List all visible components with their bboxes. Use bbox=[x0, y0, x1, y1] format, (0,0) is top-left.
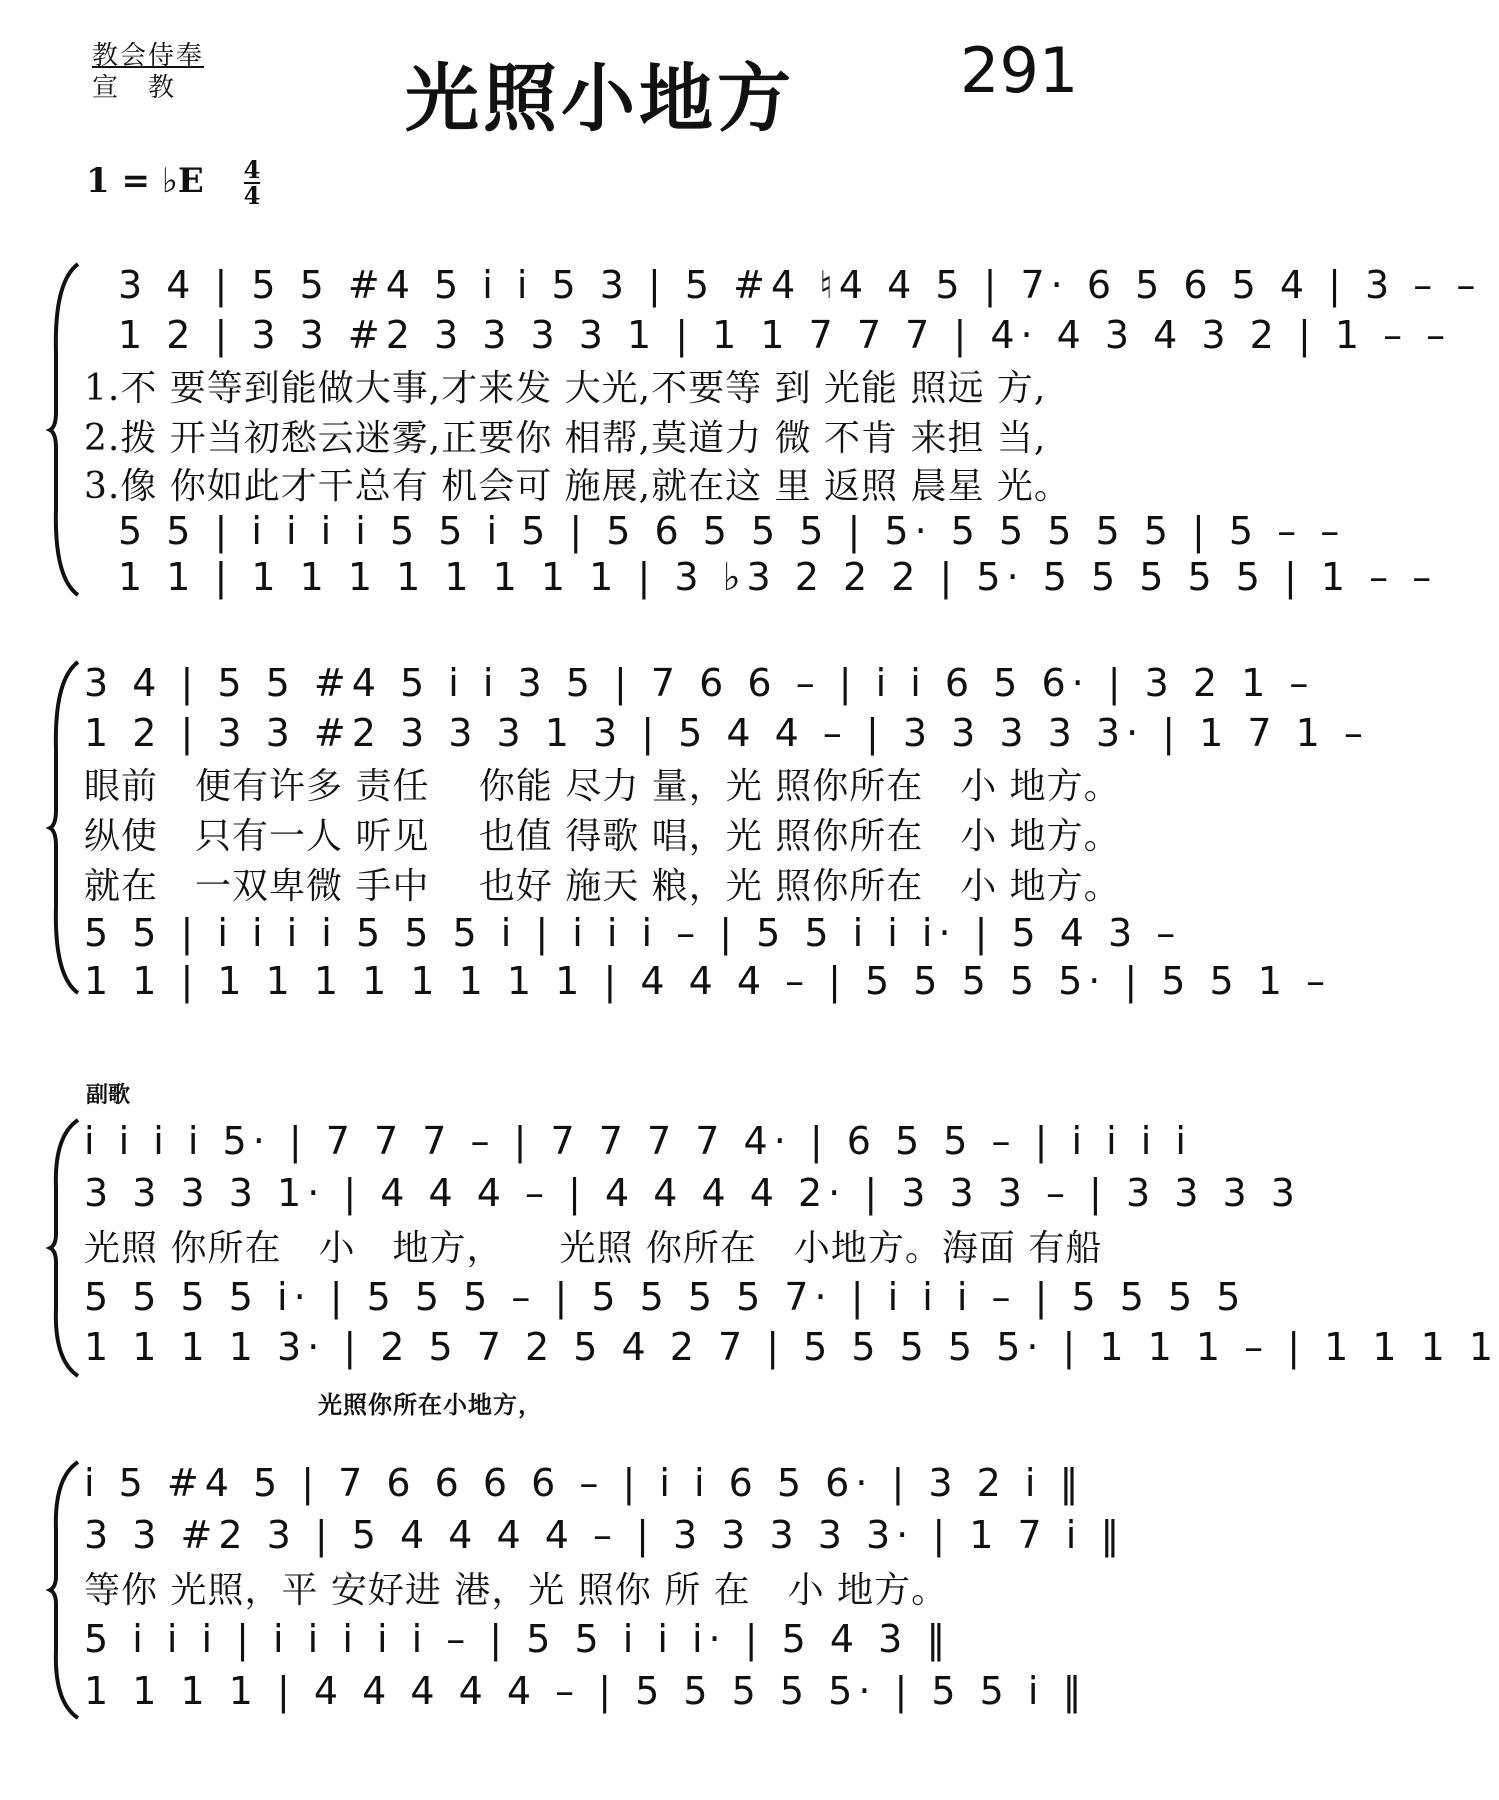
alto-line: 3 3 #2 3 | 5 4 4 4 4 – | 3 3 3 3 3· | 1 7 i ‖ bbox=[84, 1513, 1126, 1557]
time-signature-bottom: 4 bbox=[243, 181, 261, 210]
tenor-line: 5 5 | i i i i 5 5 i 5 | 5 6 5 5 5 | 5· 5 5 5 5 5 | 5 – – bbox=[118, 509, 1346, 553]
bass-line: 1 1 1 1 | 4 4 4 4 4 – | 5 5 5 5 5· | 5 5 i ‖ bbox=[84, 1669, 1088, 1713]
bass-line: 1 1 | 1 1 1 1 1 1 1 1 | 3 ♭3 2 2 2 | 5· 5 5 5 5 5 | 1 – – bbox=[118, 555, 1438, 599]
system-brace bbox=[48, 660, 82, 995]
category-line-1: 教会侍奉 bbox=[92, 41, 205, 71]
lyric-verse-3: 3.像 你如此才干总有 机会可 施展,就在这 里 返照 晨星 光。 bbox=[84, 465, 1071, 507]
system-brace bbox=[48, 262, 82, 597]
time-signature-top: 4 bbox=[243, 155, 261, 184]
alto-line: 3 3 3 3 1· | 4 4 4 – | 4 4 4 4 2· | 3 3 3 – | 3 3 3 3 bbox=[84, 1171, 1301, 1215]
tenor-line: 5 i i i | i i i i i – | 5 5 i i i· | 5 4 3 ‖ bbox=[84, 1617, 952, 1661]
score-system-1 bbox=[0, 262, 1482, 599]
chorus-label: 副歌 bbox=[86, 1082, 131, 1108]
system-brace bbox=[48, 1460, 82, 1720]
system-brace bbox=[48, 1118, 82, 1378]
lyric-verse-3: 就在 一双卑微 手中 也好 施天 粮，光 照你所在 小 地方。 bbox=[84, 865, 1121, 907]
bass-lyric-note: 光照你所在小地方， bbox=[318, 1390, 543, 1419]
time-signature bbox=[243, 155, 261, 210]
score-system-2 bbox=[0, 660, 1369, 1003]
lyric-chorus-end: 等你 光照，平 安好进 港，光 照你 所 在 小 地方。 bbox=[84, 1569, 949, 1611]
lyric-verse-2: 纵使 只有一人 听见 也值 得歌 唱，光 照你所在 小 地方。 bbox=[84, 815, 1121, 857]
soprano-line: 3 4 | 5 5 #4 5 i i 3 5 | 7 6 6 – | i i 6 5 6· | 3 2 1 – bbox=[84, 661, 1315, 705]
lyric-verse-2: 2.拨 开当初愁云迷雾,正要你 相帮,莫道力 微 不肯 来担 当, bbox=[84, 417, 1047, 459]
lyric-verse-1: 1.不 要等到能做大事,才来发 大光,不要等 到 光能 照远 方, bbox=[84, 367, 1047, 409]
tenor-line: 5 5 5 5 i· | 5 5 5 – | 5 5 5 5 7· | i i i – | 5 5 5 5 bbox=[84, 1275, 1247, 1319]
lyric-verse-1: 眼前 便有许多 责任 你能 尽力 量，光 照你所在 小 地方。 bbox=[84, 765, 1121, 807]
soprano-line: i 5 #4 5 | 7 6 6 6 6 – | i i 6 5 6· | 3 2 i ‖ bbox=[84, 1461, 1085, 1505]
key-label: 1 = ♭E bbox=[86, 161, 204, 201]
bass-line: 1 1 | 1 1 1 1 1 1 1 1 | 4 4 4 – | 5 5 5 5 5· | 5 5 1 – bbox=[84, 959, 1332, 1003]
key-signature bbox=[86, 155, 261, 210]
alto-line: 1 2 | 3 3 #2 3 3 3 1 3 | 5 4 4 – | 3 3 3 3 3· | 1 7 1 – bbox=[84, 711, 1369, 755]
score-system-3 bbox=[0, 1118, 1499, 1378]
score-system-4 bbox=[0, 1460, 1200, 1720]
tenor-line: 5 5 | i i i i 5 5 5 i | i i i – | 5 5 i i i· | 5 4 3 – bbox=[84, 911, 1182, 955]
soprano-line: i i i i 5· | 7 7 7 – | 7 7 7 7 4· | 6 5 5 – | i i i i bbox=[84, 1119, 1192, 1163]
bass-line: 1 1 1 1 3· | 2 5 7 2 5 4 2 7 | 5 5 5 5 5· | 1 1 1 – | 1 1 1 1 bbox=[84, 1325, 1499, 1369]
soprano-line: 3 4 | 5 5 #4 5 i i 5 3 | 5 #4 ♮4 4 5 | 7· 6 5 6 5 4 | 3 – – bbox=[118, 263, 1482, 307]
alto-line: 1 2 | 3 3 #2 3 3 3 3 1 | 1 1 7 7 7 | 4· 4 3 4 3 2 | 1 – – bbox=[118, 313, 1452, 357]
hymn-number: 291 bbox=[960, 34, 1079, 107]
lyric-chorus: 光照 你所在 小 地方， 光照 你所在 小地方。海面 有船 bbox=[84, 1227, 1103, 1269]
category-line-2: 宣 教 bbox=[92, 73, 177, 103]
hymn-title: 光照小地方 bbox=[405, 56, 795, 142]
